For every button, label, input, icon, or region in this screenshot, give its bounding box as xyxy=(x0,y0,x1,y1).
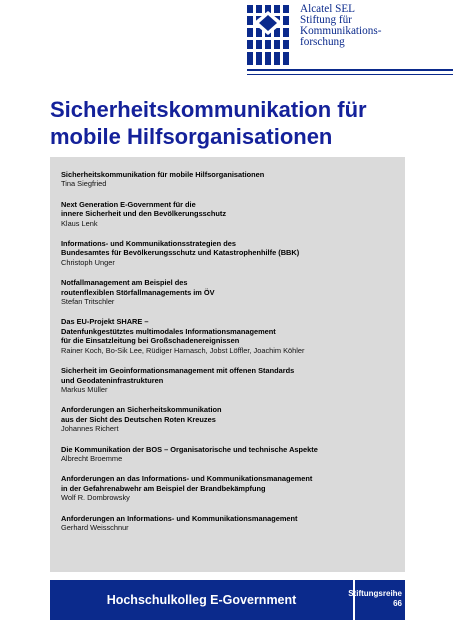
entry-title: Informations- und Kommunikationsstrategien des xyxy=(61,239,236,249)
contents-entry xyxy=(61,239,401,267)
contents-entry xyxy=(61,200,401,228)
foundation-logo xyxy=(247,3,453,81)
entry-author: Wolf R. Dombrowsky xyxy=(61,493,130,503)
entry-title: Anforderungen an Informations- und Kommunikationsmanagement xyxy=(61,513,298,523)
logo-rule xyxy=(247,74,453,75)
alcatel-foundation-logo-icon xyxy=(247,3,295,67)
series-badge xyxy=(348,580,405,620)
entry-title: für die Einsatzleitung bei Großschadenereignissen xyxy=(61,336,240,346)
entry-author: Christoph Unger xyxy=(61,257,115,267)
entry-author: Klaus Lenk xyxy=(61,218,98,228)
contents-entry xyxy=(61,170,401,189)
logo-line: Kommunikations- xyxy=(300,25,382,37)
entry-title: Datenfunkgestütztes multimodales Informationsmanagement xyxy=(61,326,276,336)
entry-title: Anforderungen an Sicherheitskommunikation xyxy=(61,405,222,415)
entry-title: Notfallmanagement am Beispiel des xyxy=(61,278,188,288)
series-number: 66 xyxy=(393,599,402,608)
entry-author: Johannes Richert xyxy=(61,424,119,434)
entry-author: Tina Siegfried xyxy=(61,179,107,189)
entry-title: Das EU-Projekt SHARE – xyxy=(61,317,149,327)
entry-title: Next Generation E-Government für die xyxy=(61,199,196,209)
title-line: mobile Hilfsorganisationen xyxy=(50,124,333,149)
series-label: Stiftungsreihe xyxy=(348,589,402,598)
entry-title: Bundesamtes für Bevölkerungsschutz und Katastrophenhilfe (BBK) xyxy=(61,248,300,258)
entry-title: Die Kommunikation der BOS – Organisatorische und technische Aspekte xyxy=(61,444,318,454)
logo-rule xyxy=(247,69,453,71)
entry-title: Anforderungen an das Informations- und Kommunikationsmanagement xyxy=(61,474,313,484)
entry-title: und Geodateninfrastrukturen xyxy=(61,375,164,385)
logo-line: Alcatel SEL xyxy=(300,3,355,15)
contents-entry xyxy=(61,366,401,394)
contents-list xyxy=(61,170,401,543)
entry-title: innere Sicherheit und den Bevölkerungsschutz xyxy=(61,209,227,219)
entry-title: in der Gefahrenabwehr am Beispiel der Brandbekämpfung xyxy=(61,483,266,493)
entry-title: Sicherheit im Geoinformationsmanagement mit offenen Standards xyxy=(61,366,295,376)
contents-entry xyxy=(61,445,401,464)
footer-banner xyxy=(50,580,353,620)
footer-label: Hochschulkolleg E-Government xyxy=(106,593,297,607)
foundation-name xyxy=(300,4,381,48)
contents-entry xyxy=(61,474,401,502)
entry-author: Markus Müller xyxy=(61,384,108,394)
entry-author: Rainer Koch, Bo-Sik Lee, Rüdiger Harnasch, Jobst Löffler, Joachim Köhler xyxy=(61,345,305,355)
entry-author: Albrecht Broemme xyxy=(61,453,123,463)
contents-entry xyxy=(61,514,401,533)
logo-line: Stiftung für xyxy=(300,14,352,26)
entry-author: Stefan Tritschler xyxy=(61,297,115,307)
entry-title: Sicherheitskommunikation für mobile Hilfsorganisationen xyxy=(61,170,265,179)
entry-title: routenflexiblen Störfallmanagements im ÖV xyxy=(61,287,215,297)
title-line: Sicherheitskommunikation für xyxy=(50,97,367,122)
logo-line: forschung xyxy=(300,36,345,48)
contents-entry xyxy=(61,317,401,355)
contents-entry xyxy=(61,405,401,433)
entry-author: Gerhard Weisschnur xyxy=(61,522,129,532)
entry-title: aus der Sicht des Deutschen Roten Kreuzes xyxy=(61,414,216,424)
contents-entry xyxy=(61,278,401,306)
page-title xyxy=(50,96,440,150)
